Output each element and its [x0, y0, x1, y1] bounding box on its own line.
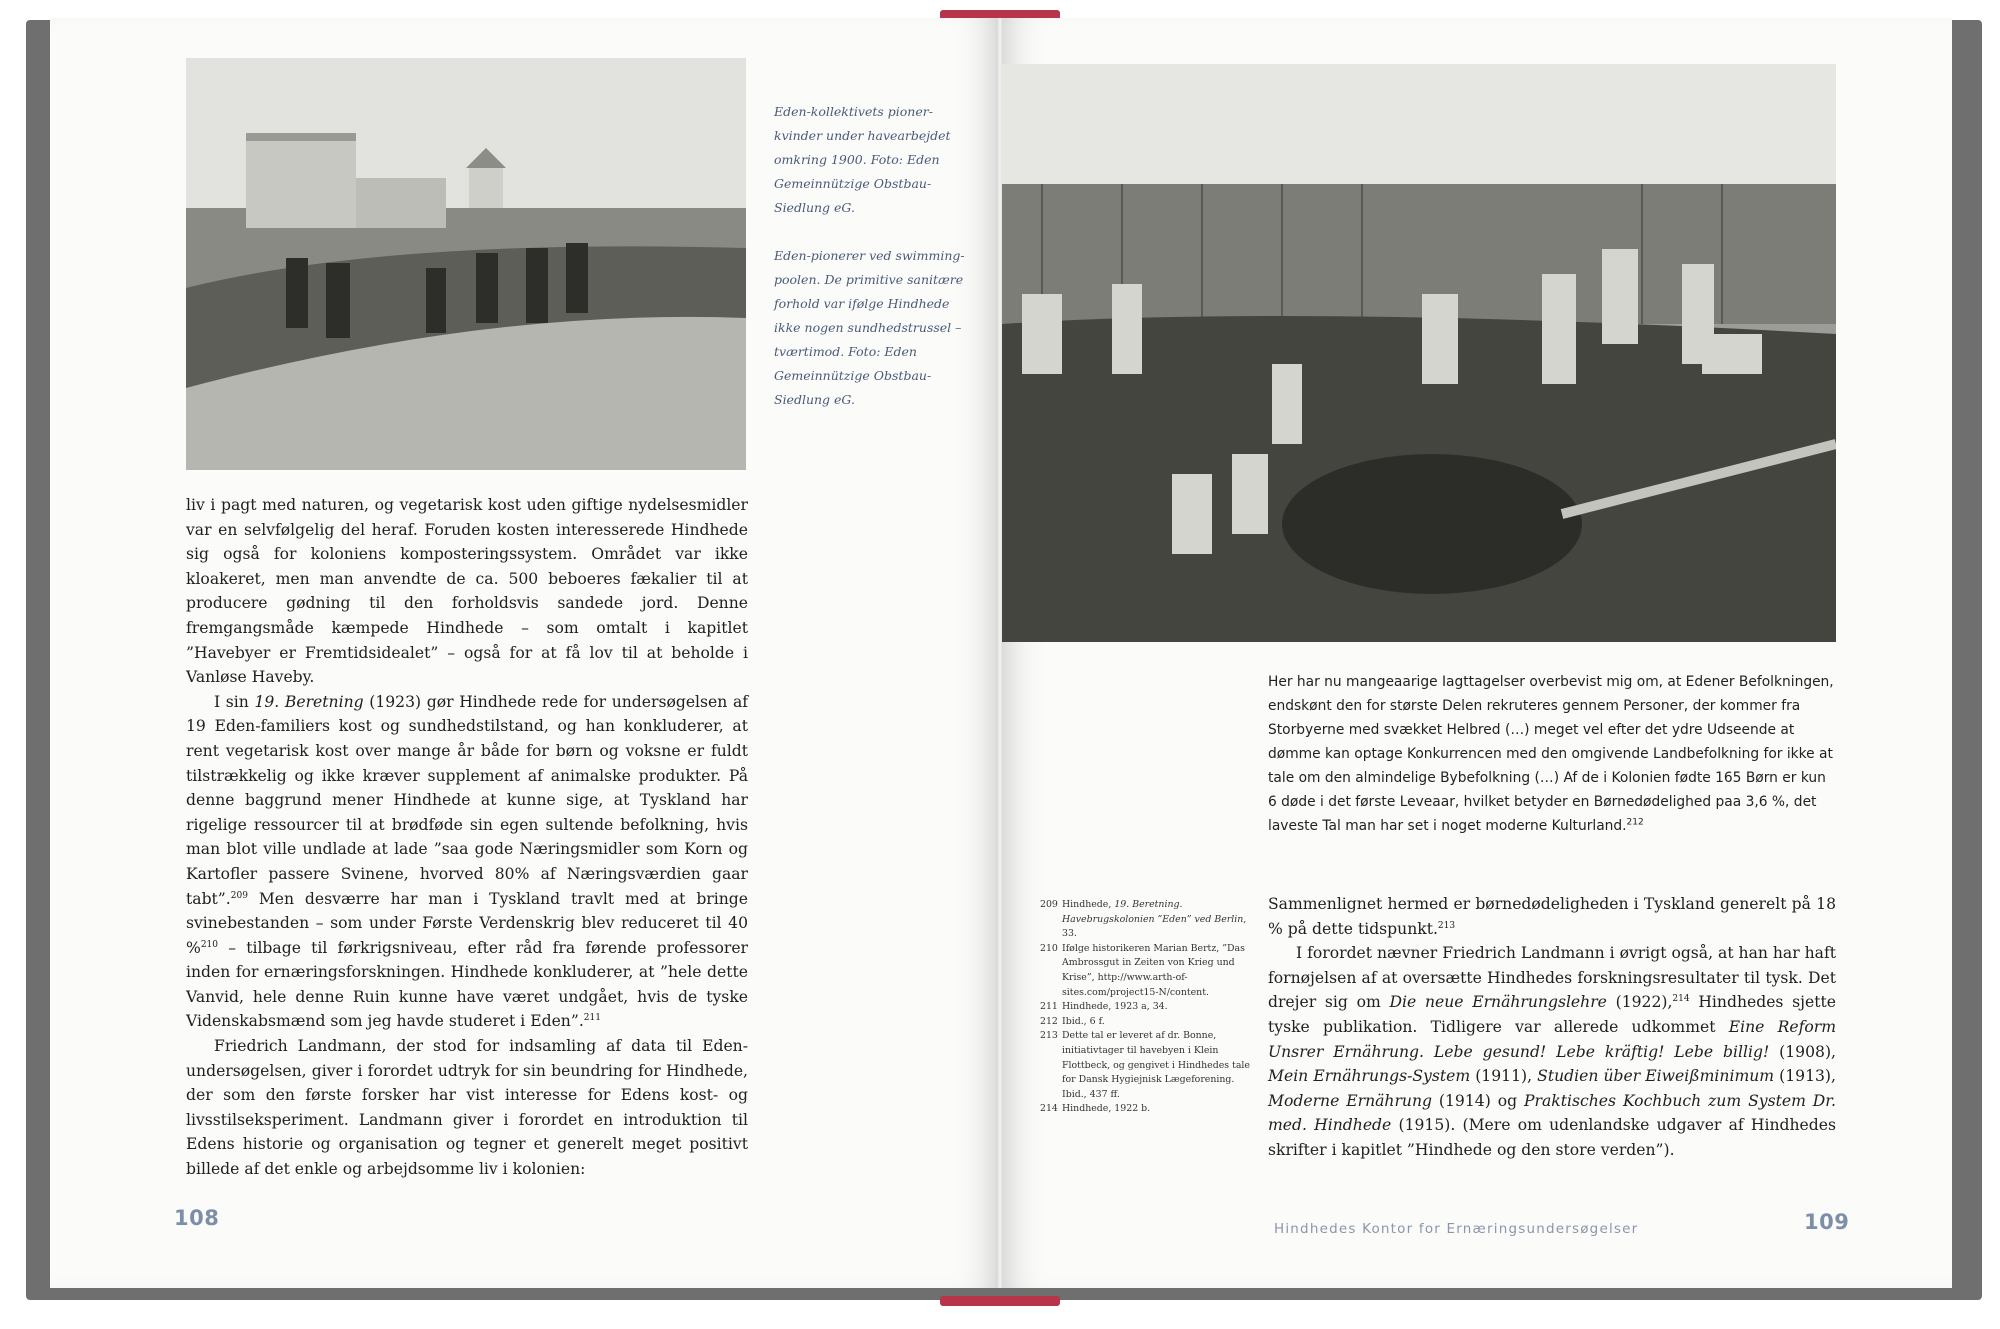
footnotes	[1040, 898, 1252, 1117]
photo2-caption-text: Eden-pionerer ved swimming-poolen. De primitive sanitære forhold var ifølge Hindhede ikke nogen sundhedstrussel – tværtimod. Foto: Eden Gemeinnützige Obstbau-Siedlung eG.	[774, 248, 965, 407]
right-body-text	[1268, 892, 1836, 1163]
spine-ribbon-bottom	[940, 1296, 1060, 1306]
footnote-209: 209 Hindhede, 19. Beretning. Havebrugskolonien ”Eden” ved Berlin, 33.	[1040, 899, 1247, 940]
footnote-ref-211[interactable]: 211	[583, 1013, 601, 1024]
right-paragraph-2: I forordet nævner Friedrich Landmann i øvrigt også, at han har haft fornøjelsen af at oversætte Hindhedes forskningsresultater til tysk. Det drejer sig om Die neue Ernährungslehre (1922),$^{214}$ Hindhedes sjette tyske publikation. Tidligere var allerede udkommet Eine Reform Unsrer Ernährung. Lebe gesund! Lebe kräftig! Lebe billig! (1908), Mein Ernährungs-System (1911), Studien über Eiweißminimum (1913), Moderne Ernährung (1914) og Praktisches Kochbuch zum System Dr. med. Hindhede (1915). (Mere om udenlandske udgaver af Hindhedes skrifter i kapitlet ”Hindhede og den store verden”).	[1268, 944, 1837, 1159]
photo-pioneer-women-illustration	[186, 58, 746, 470]
page-number-left: 108	[174, 1206, 220, 1230]
right-paragraph-1: Sammenlignet hermed er børnedødeligheden i Tyskland generelt på 18 % på dette tidspunkt.$^{213}$	[1268, 895, 1836, 938]
right-page	[1002, 18, 1952, 1288]
left-body-text	[186, 493, 748, 1182]
photo1-caption	[774, 100, 974, 436]
footnote-ref-213[interactable]: 213	[1437, 920, 1456, 931]
footnote-ref-210[interactable]: 210	[200, 939, 219, 950]
block-quote	[1268, 670, 1836, 838]
photo-swimming-pool-pioneers	[1002, 64, 1836, 642]
left-page	[50, 18, 998, 1288]
running-head: Hindhedes Kontor for Ernæringsundersøgelser	[1274, 1221, 1639, 1237]
photo-pioneer-women-gardening	[186, 58, 746, 470]
left-paragraph-1: liv i pagt med naturen, og vegetarisk kost uden giftige nydelsesmidler var en selvfølgelig del heraf. Foruden kosten interesserede Hindhede sig også for koloniens komposteringssystem. Området var ikke kloakeret, men man anvendte de ca. 500 beboeres fækalier til at producere gødning til den forholdsvis sandede jord. Denne fremgangsmåde kæmpede Hindhede – som omtalt i kapitlet ”Havebyer er Fremtidsidealet” – også for at få lov til at beholde i Vanløse Haveby.	[186, 496, 748, 687]
footnote-ref-214[interactable]: 214	[1672, 994, 1690, 1005]
footnote-ref-209[interactable]: 209	[230, 890, 248, 901]
footnote-212: 212 Ibid., 6 f.	[1040, 1015, 1105, 1027]
left-paragraph-3: Friedrich Landmann, der stod for indsamling af data til Eden-undersøgelsen, giver i forordet udtryk for sin beundring for Hindhede, der som den første forsker har vist interesse for Edens kost- og livsstilseksperiment. Landmann giver i forordet en introduktion til Edens historie og organisation og tegner et generelt meget positivt billede af det enkle og arbejdsomme liv i kolonien:	[186, 1037, 748, 1179]
page-number-right: 109	[1804, 1210, 1850, 1234]
photo1-caption-text: Eden-kollektivets pioner-kvinder under havearbejdet omkring 1900. Foto: Eden Gemeinnützige Obstbau-Siedlung eG.	[774, 104, 951, 215]
footnote-214: 214 Hindhede, 1922 b.	[1040, 1103, 1151, 1115]
left-paragraph-2: I sin 19. Beretning (1923) gør Hindhede rede for undersøgelsen af 19 Eden-familiers kost og sundhedstilstand, og han konkluderer, at rent vegetarisk kost over mange år både for børn og voksne er fuldt tilstrækkelig og ikke kræver supplement af animalske produkter. På denne baggrund mener Hindhede at kunne sige, at Tyskland har rigelige ressourcer til at brødføde sin egen sultende befolkning, hvis man blot ville undlade at lade ”saa gode Næringsmidler som Korn og Kartofler passere Svinene, hvorved 80% af Næringsværdien gaar tabt”.$^{209}$ Men desværre har man i Tyskland travlt med at bringe svinebestanden – som under Første Verdenskrig blev reduceret til 40 %$^{210}$ – tilbage til førkrigsniveau, efter råd fra førende professorer inden for ernæringsforskningen. Hindhede konkluderer, at ”hele dette Vanvid, hele denne Ruin kunne have været undgået, hvis de tyske Videnskabsmænd som jeg havde studeret i Eden”.$^{211}$	[186, 692, 749, 1031]
block-quote-text: Her har nu mangeaarige Iagttagelser overbevist mig om, at Edener Befolkningen, endskønt den for største Delen rekruteres gennem Personer, der kommer fra Storbyerne med svækket Helbred (…) meget vel efter det ydre Udseende at dømme kan optage Konkurrencen med den omgivende Landbefolkning for ikke at tale om den almindelige Bybefolkning (…) Af de i Kolonien fødte 165 Børn er kun 6 døde i det første Leveaar, hvilket betyder en Børnedødelighed paa 3,6 %, det laveste Tal man har set i noget moderne Kulturland.	[1268, 674, 1834, 834]
footnote-210: 210 Ifølge historikeren Marian Bertz, ”Das Ambrossgut in Zeiten von Krieg und Krise”, http://www.arth-of-sites.com/project15-N/content.	[1040, 942, 1245, 998]
photo-swimming-pool-illustration	[1002, 64, 1836, 642]
footnote-213: 213 Dette tal er leveret af dr. Bonne, initiativtager til havebyen i Klein Flottbeck, og gengivet i Hindhedes tale for Dansk Hygiejnisk Lægeforening. Ibid., 437 ff.	[1040, 1030, 1250, 1100]
footnote-211: 211 Hindhede, 1923 a, 34.	[1040, 1001, 1168, 1013]
footnote-ref-212[interactable]: 212	[1626, 817, 1644, 828]
